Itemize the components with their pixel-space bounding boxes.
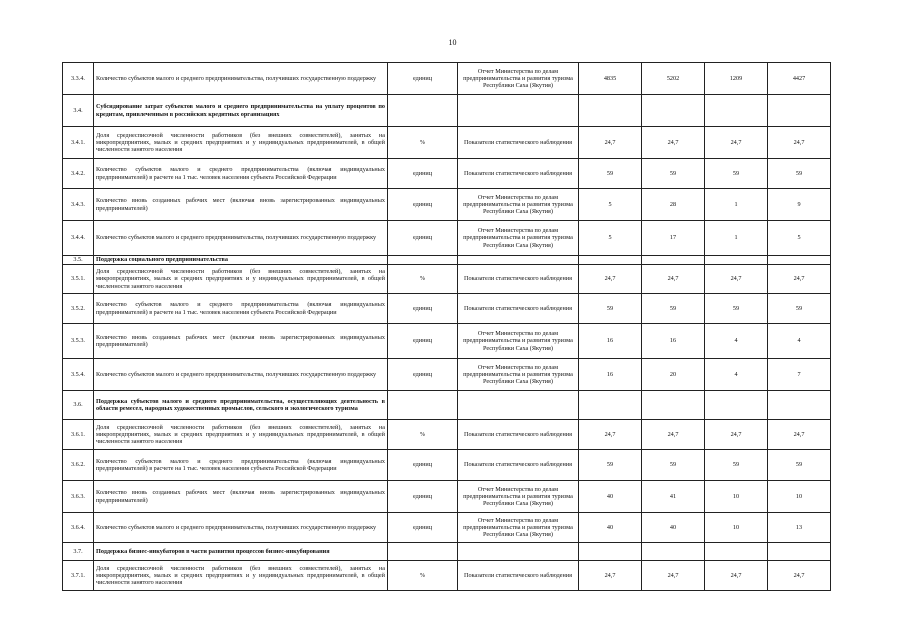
- unit-of-measure: единиц: [388, 481, 458, 513]
- table-row: [63, 359, 831, 391]
- row-number: 3.6.2.: [63, 450, 94, 481]
- unit-of-measure: %: [388, 420, 458, 450]
- value-col-4: 4427: [768, 63, 831, 95]
- value-col-4: 9: [768, 189, 831, 221]
- value-col-1: 5: [579, 221, 642, 256]
- indicator-description: Поддержка бизнес-инкубаторов в части развития процессов бизнес-инкубирования: [94, 543, 388, 561]
- unit-of-measure: %: [388, 561, 458, 591]
- unit-of-measure: %: [388, 265, 458, 294]
- data-source: Показатели статистического наблюдения: [458, 127, 579, 159]
- table-row: [63, 481, 831, 513]
- table-row: [63, 221, 831, 256]
- indicator-description: Количество субъектов малого и среднего предпринимательства, получивших государственную поддержку: [94, 359, 388, 391]
- data-source: Отчет Министерства по делам предпринимательства и развития туризма Республики Саха (Якутия): [458, 513, 579, 543]
- value-col-3: 59: [705, 450, 768, 481]
- unit-of-measure: единиц: [388, 513, 458, 543]
- indicator-description: Поддержка социального предпринимательства: [94, 256, 388, 265]
- table-row: [63, 63, 831, 95]
- value-col-3: 24,7: [705, 420, 768, 450]
- value-col-1: [579, 391, 642, 420]
- section-row: [63, 543, 831, 561]
- value-col-2: 24,7: [642, 265, 705, 294]
- data-source: Отчет Министерства по делам предпринимательства и развития туризма Республики Саха (Якутия): [458, 189, 579, 221]
- unit-of-measure: единиц: [388, 450, 458, 481]
- row-number: 3.4.1.: [63, 127, 94, 159]
- row-number: 3.6.3.: [63, 481, 94, 513]
- value-col-3: 10: [705, 481, 768, 513]
- value-col-2: [642, 391, 705, 420]
- data-source: Показатели статистического наблюдения: [458, 450, 579, 481]
- table-row: [63, 561, 831, 591]
- value-col-1: 24,7: [579, 265, 642, 294]
- row-number: 3.5.3.: [63, 324, 94, 359]
- indicator-description: Количество субъектов малого и среднего предпринимательства (включая индивидуальных предпринимателей) в расчете на 1 тыс. человек населения субъекта Российской Федерации: [94, 294, 388, 324]
- value-col-3: [705, 256, 768, 265]
- row-number: 3.5.: [63, 256, 94, 265]
- section-row: [63, 256, 831, 265]
- value-col-4: 24,7: [768, 127, 831, 159]
- value-col-1: 59: [579, 159, 642, 189]
- data-source: Отчет Министерства по делам предпринимательства и развития туризма Республики Саха (Якутия): [458, 221, 579, 256]
- row-number: 3.4.2.: [63, 159, 94, 189]
- unit-of-measure: %: [388, 127, 458, 159]
- indicator-description: Поддержка субъектов малого и среднего предпринимательства, осуществляющих деятельность в области ремесел, народных художественных промыслов, сельского и экологического туризма: [94, 391, 388, 420]
- row-number: 3.7.1.: [63, 561, 94, 591]
- value-col-2: [642, 95, 705, 127]
- value-col-1: [579, 95, 642, 127]
- data-source: Отчет Министерства по делам предпринимательства и развития туризма Республики Саха (Якутия): [458, 63, 579, 95]
- data-source: Показатели статистического наблюдения: [458, 159, 579, 189]
- value-col-1: 4835: [579, 63, 642, 95]
- value-col-4: [768, 95, 831, 127]
- row-number: 3.4.4.: [63, 221, 94, 256]
- value-col-2: 28: [642, 189, 705, 221]
- indicators-table: [62, 62, 831, 591]
- data-source: [458, 391, 579, 420]
- value-col-1: 24,7: [579, 127, 642, 159]
- value-col-2: 59: [642, 159, 705, 189]
- indicator-description: Доля среднесписочной численности работников (без внешних совместителей), занятых на микропредприятиях, малых и средних предприятиях и у индивидуальных предпринимателей, в общей численности занятого населения: [94, 420, 388, 450]
- indicator-description: Количество субъектов малого и среднего предпринимательства, получивших государственную поддержку: [94, 221, 388, 256]
- value-col-3: 24,7: [705, 561, 768, 591]
- value-col-2: 41: [642, 481, 705, 513]
- row-number: 3.5.4.: [63, 359, 94, 391]
- unit-of-measure: единиц: [388, 63, 458, 95]
- data-source: Отчет Министерства по делам предпринимательства и развития туризма Республики Саха (Якутия): [458, 481, 579, 513]
- indicator-description: Количество субъектов малого и среднего предпринимательства, получивших государственную поддержку: [94, 513, 388, 543]
- value-col-1: 40: [579, 481, 642, 513]
- row-number: 3.6.1.: [63, 420, 94, 450]
- value-col-4: 13: [768, 513, 831, 543]
- indicator-description: Количество вновь созданных рабочих мест (включая вновь зарегистрированных индивидуальных предпринимателей): [94, 481, 388, 513]
- value-col-4: 4: [768, 324, 831, 359]
- row-number: 3.5.1.: [63, 265, 94, 294]
- row-number: 3.3.4.: [63, 63, 94, 95]
- value-col-1: [579, 256, 642, 265]
- row-number: 3.7.: [63, 543, 94, 561]
- value-col-2: 24,7: [642, 561, 705, 591]
- data-source: Отчет Министерства по делам предпринимательства и развития туризма Республики Саха (Якутия): [458, 324, 579, 359]
- indicator-description: Количество вновь созданных рабочих мест (включая вновь зарегистрированных индивидуальных предпринимателей): [94, 189, 388, 221]
- unit-of-measure: [388, 95, 458, 127]
- section-row: [63, 95, 831, 127]
- table-row: [63, 127, 831, 159]
- value-col-2: [642, 256, 705, 265]
- value-col-3: [705, 391, 768, 420]
- value-col-4: 10: [768, 481, 831, 513]
- indicator-description: Количество субъектов малого и среднего предпринимательства (включая индивидуальных предпринимателей) в расчете на 1 тыс. человек населения субъекта Российской Федерации: [94, 450, 388, 481]
- value-col-1: 24,7: [579, 420, 642, 450]
- value-col-2: 5202: [642, 63, 705, 95]
- data-source: Показатели статистического наблюдения: [458, 561, 579, 591]
- table-row: [63, 420, 831, 450]
- data-source: Показатели статистического наблюдения: [458, 420, 579, 450]
- data-source: Отчет Министерства по делам предпринимательства и развития туризма Республики Саха (Якутия): [458, 359, 579, 391]
- value-col-1: 59: [579, 450, 642, 481]
- value-col-3: 24,7: [705, 265, 768, 294]
- value-col-2: 24,7: [642, 420, 705, 450]
- value-col-4: [768, 391, 831, 420]
- value-col-3: 10: [705, 513, 768, 543]
- indicator-description: Количество вновь созданных рабочих мест (включая вновь зарегистрированных индивидуальных предпринимателей): [94, 324, 388, 359]
- unit-of-measure: единиц: [388, 324, 458, 359]
- value-col-1: 16: [579, 324, 642, 359]
- value-col-4: 7: [768, 359, 831, 391]
- value-col-4: [768, 543, 831, 561]
- unit-of-measure: [388, 543, 458, 561]
- value-col-3: 4: [705, 324, 768, 359]
- value-col-3: 59: [705, 159, 768, 189]
- indicator-description: Субсидирование затрат субъектов малого и среднего предпринимательства на уплату процентов по кредитам, привлеченным в российских кредитных организациях: [94, 95, 388, 127]
- value-col-3: 24,7: [705, 127, 768, 159]
- row-number: 3.5.2.: [63, 294, 94, 324]
- unit-of-measure: единиц: [388, 221, 458, 256]
- value-col-1: 16: [579, 359, 642, 391]
- value-col-4: 59: [768, 450, 831, 481]
- table-row: [63, 513, 831, 543]
- value-col-2: 59: [642, 294, 705, 324]
- value-col-2: 24,7: [642, 127, 705, 159]
- data-source: [458, 543, 579, 561]
- value-col-2: [642, 543, 705, 561]
- value-col-3: 1209: [705, 63, 768, 95]
- data-source: [458, 95, 579, 127]
- value-col-1: [579, 543, 642, 561]
- value-col-4: [768, 256, 831, 265]
- data-source: [458, 256, 579, 265]
- data-source: Показатели статистического наблюдения: [458, 265, 579, 294]
- value-col-3: 1: [705, 189, 768, 221]
- table-row: [63, 324, 831, 359]
- value-col-3: 59: [705, 294, 768, 324]
- value-col-3: 1: [705, 221, 768, 256]
- indicator-description: Доля среднесписочной численности работников (без внешних совместителей), занятых на микропредприятиях, малых и средних предприятиях и у индивидуальных предпринимателей, в общей численности занятого населения: [94, 265, 388, 294]
- indicator-description: Количество субъектов малого и среднего предпринимательства, получивших государственную поддержку: [94, 63, 388, 95]
- value-col-2: 40: [642, 513, 705, 543]
- value-col-4: 24,7: [768, 265, 831, 294]
- table-row: [63, 450, 831, 481]
- value-col-3: 4: [705, 359, 768, 391]
- value-col-4: 5: [768, 221, 831, 256]
- data-source: Показатели статистического наблюдения: [458, 294, 579, 324]
- value-col-1: 24,7: [579, 561, 642, 591]
- indicator-description: Доля среднесписочной численности работников (без внешних совместителей), занятых на микропредприятиях, малых и средних предприятиях и у индивидуальных предпринимателей, в общей численности занятого населения: [94, 127, 388, 159]
- section-row: [63, 391, 831, 420]
- page-number: 10: [448, 38, 457, 47]
- value-col-2: 59: [642, 450, 705, 481]
- unit-of-measure: единиц: [388, 294, 458, 324]
- value-col-4: 24,7: [768, 561, 831, 591]
- value-col-4: 59: [768, 159, 831, 189]
- value-col-2: 16: [642, 324, 705, 359]
- row-number: 3.4.3.: [63, 189, 94, 221]
- table-row: [63, 159, 831, 189]
- value-col-2: 20: [642, 359, 705, 391]
- indicator-description: Доля среднесписочной численности работников (без внешних совместителей), занятых на микропредприятиях, малых и средних предприятиях и у индивидуальных предпринимателей, в общей численности занятого населения: [94, 561, 388, 591]
- unit-of-measure: единиц: [388, 359, 458, 391]
- value-col-1: 40: [579, 513, 642, 543]
- row-number: 3.6.4.: [63, 513, 94, 543]
- indicator-description: Количество субъектов малого и среднего предпринимательства (включая индивидуальных предпринимателей) в расчете на 1 тыс. человек населения субъекта Российской Федерации: [94, 159, 388, 189]
- value-col-1: 59: [579, 294, 642, 324]
- table-row: [63, 189, 831, 221]
- unit-of-measure: единиц: [388, 189, 458, 221]
- table-row: [63, 294, 831, 324]
- unit-of-measure: [388, 256, 458, 265]
- value-col-3: [705, 95, 768, 127]
- row-number: 3.6.: [63, 391, 94, 420]
- table-row: [63, 265, 831, 294]
- unit-of-measure: единиц: [388, 159, 458, 189]
- value-col-2: 17: [642, 221, 705, 256]
- value-col-3: [705, 543, 768, 561]
- row-number: 3.4.: [63, 95, 94, 127]
- value-col-4: 24,7: [768, 420, 831, 450]
- unit-of-measure: [388, 391, 458, 420]
- value-col-4: 59: [768, 294, 831, 324]
- value-col-1: 5: [579, 189, 642, 221]
